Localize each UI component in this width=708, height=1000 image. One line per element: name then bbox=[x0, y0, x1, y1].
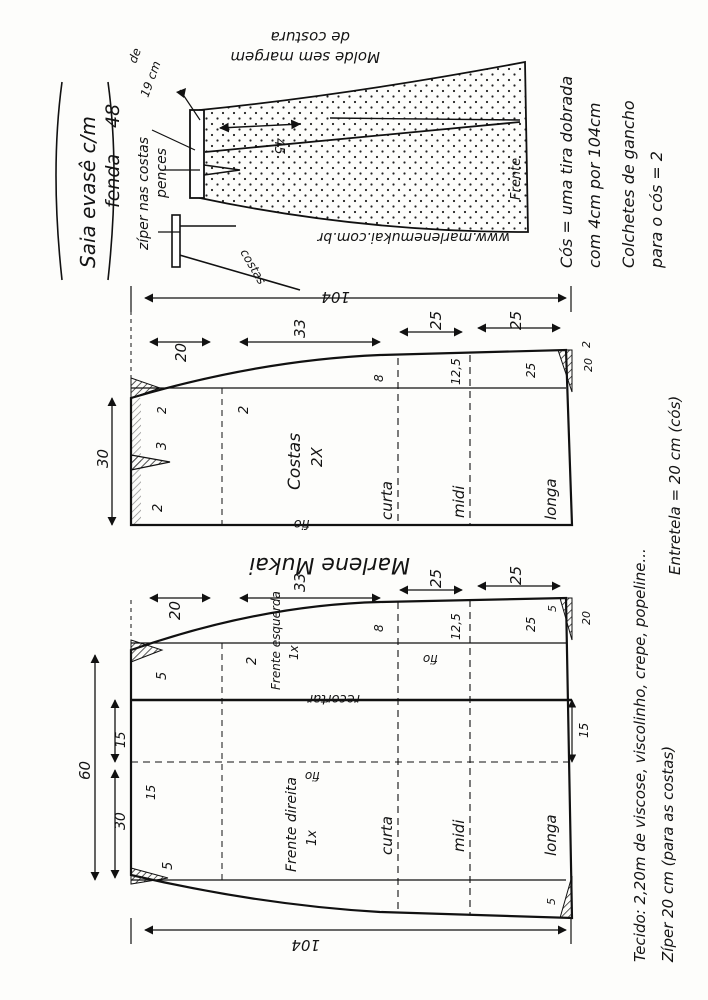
front-hem-drop: 20 bbox=[580, 611, 593, 625]
zipper-note: zíper nas costas bbox=[136, 136, 152, 250]
size-label: 48 bbox=[102, 103, 124, 128]
front-waist-half: 30 bbox=[113, 812, 129, 830]
back-dart-depth: 3 bbox=[155, 441, 170, 450]
front-midi-label: midi bbox=[450, 819, 468, 852]
front-left-count: 1x bbox=[287, 645, 301, 660]
skirt-illustration bbox=[152, 62, 528, 290]
front-seg-4: 25 bbox=[507, 565, 525, 585]
back-hem-hatch bbox=[558, 350, 572, 392]
darts-note: pences bbox=[154, 148, 170, 198]
back-dart-side: 2 bbox=[151, 503, 166, 512]
front-right-name: Frente direita bbox=[284, 777, 300, 872]
front-right-count: 1x bbox=[305, 830, 320, 846]
front-dart: 2 bbox=[245, 656, 260, 665]
back-hem-drop: 20 bbox=[582, 358, 595, 372]
front-overlap: 15 bbox=[114, 731, 129, 748]
side-note: de bbox=[125, 46, 144, 66]
back-seg-3: 25 bbox=[427, 310, 445, 330]
back-cb-hatch bbox=[131, 398, 141, 525]
front-curta-label: curta bbox=[378, 816, 396, 855]
back-midi-flare: 12,5 bbox=[449, 358, 463, 385]
front-long-flare: 25 bbox=[524, 616, 538, 632]
front-longa-label: longa bbox=[542, 814, 560, 856]
back-waist-half: 30 bbox=[94, 448, 112, 468]
slit-value: 45 bbox=[271, 138, 286, 155]
front-seg-3: 25 bbox=[427, 568, 445, 588]
website: www.marlenemukai.com.br bbox=[317, 229, 510, 245]
zipper-material-note: Zíper 20 cm (para as costas) bbox=[659, 745, 677, 962]
back-waist-hatch bbox=[131, 378, 160, 398]
title-line-1: Saia evasê c/m bbox=[76, 116, 100, 268]
material-notes bbox=[631, 548, 677, 963]
front-seg-2: 33 bbox=[291, 572, 309, 592]
back-piece bbox=[94, 286, 595, 531]
back-seg-4: 25 bbox=[507, 310, 525, 330]
back-piece-name: Costas bbox=[285, 432, 305, 490]
back-hip-flare: 8 bbox=[372, 374, 386, 382]
waistband-note-2: com 4cm por 104cm bbox=[585, 102, 604, 268]
back-total-length: 104 bbox=[321, 288, 350, 306]
seam-note: 19 cm bbox=[137, 59, 164, 100]
back-seg-1: 20 bbox=[172, 342, 190, 362]
waistband-note-1: Cós = uma tira dobrada bbox=[557, 75, 576, 268]
front-total-length: 104 bbox=[291, 936, 320, 954]
front-note: Frente bbox=[509, 157, 524, 200]
back-note: costas bbox=[237, 246, 269, 287]
title-block bbox=[76, 104, 124, 268]
front-overlap-hip: 15 bbox=[144, 784, 158, 800]
pattern-note-1: Molde sem margem bbox=[230, 48, 380, 66]
back-seg-2: 33 bbox=[291, 318, 309, 338]
back-side-out: 2 bbox=[237, 405, 252, 414]
front-waist-total: 60 bbox=[76, 760, 94, 780]
signature: Marlene Mukai bbox=[249, 552, 410, 577]
back-grain: fio bbox=[293, 516, 310, 531]
back-waist-drop: 2 bbox=[155, 406, 169, 414]
front-grain-1: fio bbox=[422, 652, 438, 666]
interfacing-note: Entretela = 20 cm (cós) bbox=[666, 395, 684, 575]
front-side-out: 5 bbox=[155, 671, 170, 680]
front-left-name: Frente esquerda bbox=[269, 591, 283, 690]
back-curta-label: curta bbox=[378, 481, 396, 520]
back-long-flare: 25 bbox=[524, 362, 538, 378]
back-outline bbox=[131, 350, 572, 525]
front-piece bbox=[76, 566, 593, 954]
back-longa-label: longa bbox=[542, 478, 560, 520]
back-hem-label: 2 bbox=[580, 341, 593, 348]
front-overlap-hem: 15 bbox=[577, 722, 591, 738]
front-grain-2: fio bbox=[304, 769, 320, 783]
fabric-note: Tecido: 2,20m de viscose, viscolinho, crepe, popeline... bbox=[631, 548, 649, 962]
front-midi-flare: 12,5 bbox=[449, 613, 463, 640]
back-waistband bbox=[172, 215, 180, 267]
hooks-note-2: para o cós = 2 bbox=[647, 151, 666, 268]
back-midi-label: midi bbox=[450, 485, 468, 518]
waistband bbox=[190, 110, 204, 198]
front-hem-label-right: 5 bbox=[546, 605, 559, 612]
waistband-notes bbox=[557, 76, 666, 269]
front-hip-flare: 8 bbox=[372, 624, 386, 632]
front-seg-1: 20 bbox=[166, 600, 184, 620]
front-outline bbox=[131, 598, 572, 918]
hooks-note-1: Colchetes de gancho bbox=[619, 100, 638, 268]
front-hem-hatch-right bbox=[560, 876, 572, 918]
front-hem-label: 5 bbox=[545, 898, 558, 905]
front-side-out-right: 5 bbox=[161, 861, 176, 870]
pattern-note-2: de costura bbox=[270, 28, 350, 46]
front-cut-label: recortar bbox=[307, 691, 360, 706]
title-line-2: fenda bbox=[102, 153, 124, 208]
back-piece-count: 2X bbox=[308, 447, 326, 467]
